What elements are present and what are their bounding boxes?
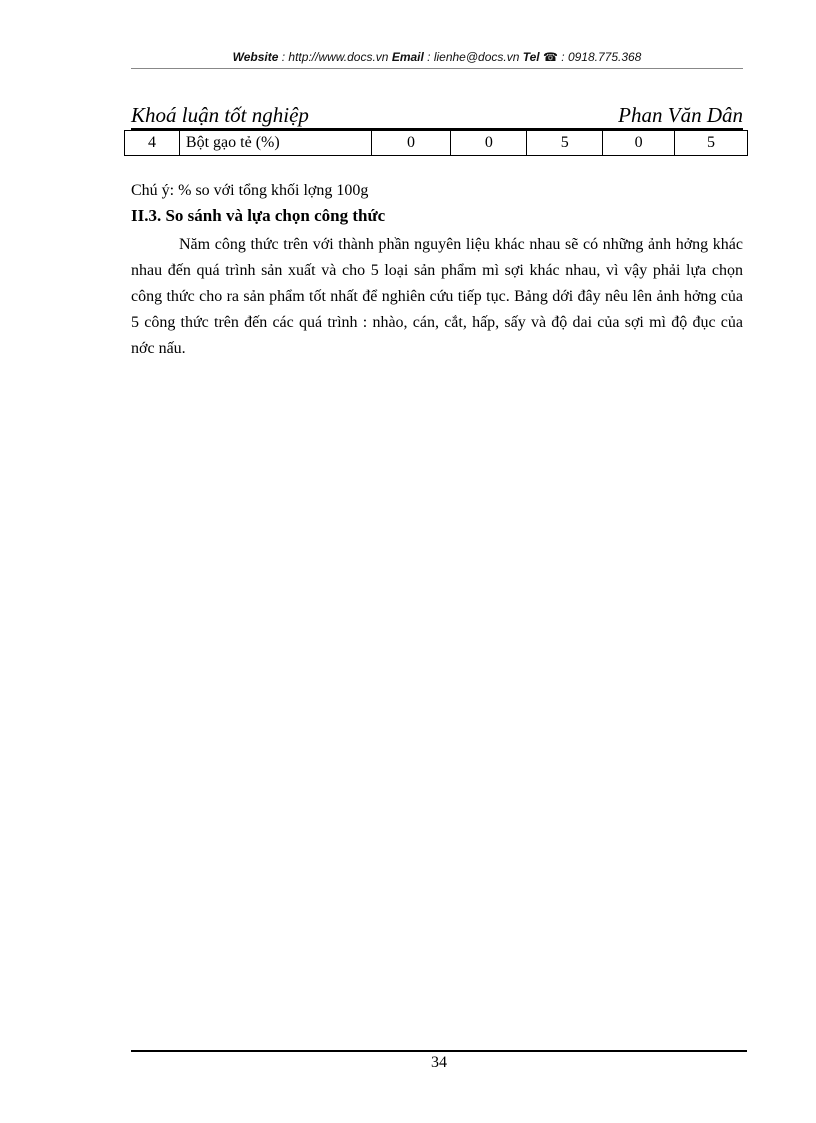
table-note: Chú ý: % so với tổng khối lợng 100g bbox=[131, 182, 369, 199]
ingredient-table bbox=[124, 130, 748, 156]
tel-value: : 0918.775.368 bbox=[557, 50, 642, 64]
author-name: Phan Văn Dân bbox=[618, 103, 743, 127]
formula-1-cell: 0 bbox=[371, 131, 451, 156]
row-number-cell: 4 bbox=[125, 131, 180, 156]
phone-icon: ☎ bbox=[542, 50, 558, 64]
thesis-title: Khoá luận tốt nghiệp bbox=[131, 103, 309, 127]
email-value: : lienhe@docs.vn bbox=[423, 50, 523, 64]
ingredient-name-cell: Bột gạo tẻ (%) bbox=[179, 131, 371, 156]
tel-label: Tel bbox=[522, 50, 540, 64]
header-divider bbox=[131, 68, 743, 69]
paragraph-text: Năm công thức trên với thành phần nguyên liệu khác nhau sẽ có những ảnh hởng khác nhau đến quá trình sản xuất và cho 5 loại sản phẩm mì sợi khác nhau, vì vậy phải lựa chọn công thức cho ra sản phẩm tốt nhất để nghiên cứu tiếp tục. Bảng dới đây nêu lên ảnh hởng của 5 công thức trên đến các quá trình : nhào, cán, cắt, hấp, sấy và độ dai của sợi mì độ đục của nớc nấu. bbox=[131, 236, 743, 357]
formula-2-cell: 0 bbox=[451, 131, 527, 156]
email-label: Email bbox=[391, 50, 424, 64]
running-head bbox=[131, 100, 743, 128]
section-heading: II.3. So sánh và lựa chọn công thức bbox=[131, 206, 386, 225]
table-row bbox=[125, 131, 748, 156]
formula-5-cell: 5 bbox=[675, 131, 748, 156]
formula-4-cell: 0 bbox=[603, 131, 675, 156]
formula-3-cell: 5 bbox=[527, 131, 603, 156]
website-header bbox=[131, 50, 743, 64]
footer-rule bbox=[131, 1050, 747, 1052]
page-number: 34 bbox=[431, 1054, 447, 1071]
website-label: Website bbox=[232, 50, 279, 64]
website-value: : http://www.docs.vn bbox=[278, 50, 392, 64]
body-paragraph bbox=[131, 232, 743, 362]
